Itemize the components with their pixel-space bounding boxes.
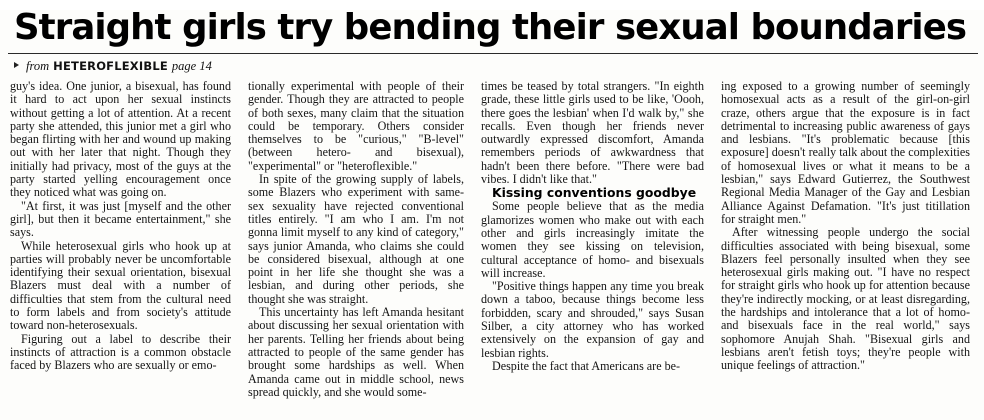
paragraph: guy's idea. One junior, a bisexual, has found it hard to act upon her sexual instincts without getting a lot of attention. At a recent party she attended, this junior met a girl who began flirting with her and wound up making out with her later that night. Though they initially had privacy, most of the guys at the party started yelling encouragement once they noticed what was going on.: [10, 80, 231, 200]
kicker-page: page 14: [171, 58, 212, 73]
section-subheading: Kissing conventions goodbye: [492, 185, 697, 201]
paragraph: Some people believe that as the media glamorizes women who make out with each other and girls increasingly imitate the women they see kissing on television, cultural acceptance of homo- and bisexuals will increase.: [481, 199, 704, 280]
article-column-3: [473, 80, 713, 420]
header-divider: [8, 53, 978, 54]
paragraph: ing exposed to a growing number of seemingly homosexual acts as a result of the girl-on-girl craze, others argue that the exposure is in fact detrimental to increasing public awareness of gays and lesbians. "It's problematic because [this exposure] doesn't really talk about the complexities of homosexual lives or what it means to be a lesbian," says Edward Gutierrez, the Southwest Regional Media Manager of the Gay and Lesbian Alliance Against Defamation. "It's just titillation for straight men.": [721, 80, 970, 226]
article-column-4: [713, 80, 974, 420]
paragraph: Figuring out a label to describe their instincts of attraction is a common obstacle faced by Blazers who are sexually or emo-: [10, 331, 231, 373]
article-column-1: [4, 80, 240, 420]
paragraph: Despite the fact that Americans are be-: [492, 358, 681, 373]
paragraph: times be teased by total strangers. "In eighth grade, these little girls used to be like, 'Oooh, there goes the lesbian' when I'd walk by," she recalls. Even though her friends never outwardly expressed discomfort, Amanda remembers periods of awkwardness that hadn't been there before. "There were bad vibes. I didn't like that.": [481, 80, 704, 187]
kicker-source: HETEROFLEXIBLE: [53, 58, 168, 73]
paragraph: tionally experimental with people of their gender. Though they are attracted to people of both sexes, many claim that the situation could be temporary. Others consider themselves to be "curious," "B-level" (between hetero- and bisexual), "experimental" or "heteroflexible.": [248, 80, 464, 173]
breadcrumb: [14, 59, 984, 74]
paragraph: "Positive things happen any time you break down a taboo, because things become less forbidden, scary and shrouded," says Susan Silber, a city attorney who has worked extensively on the expansion of gay and lesbian rights.: [481, 279, 704, 360]
article-column-2: [240, 80, 473, 420]
newspaper-article-page: [0, 7, 984, 420]
kicker-from-label: from: [26, 58, 50, 73]
article-body: [8, 80, 978, 420]
paragraph: "At first, it was just [myself and the other girl], but then it became entertainment," she says.: [10, 198, 231, 240]
paragraph: While heterosexual girls who hook up at parties will probably never be uncomfortable identifying their sexual orientation, bisexual Blazers must deal with a number of difficulties that stem from the cultural need to form labels and from society's attitude toward non-heterosexuals.: [10, 238, 231, 333]
paragraph: This uncertainty has left Amanda hesitant about discussing her sexual orientation with her parents. Telling her friends about being attracted to people of the same gender has brought some hardships as well. When Amanda came out in middle school, news spread quickly, and she would some-: [248, 305, 464, 399]
triangle-right-icon: [14, 62, 19, 68]
paragraph: After witnessing people undergo the social difficulties associated with being bisexual, some Blazers feel personally insulted when they see heterosexual girls making out. "I have no respect for straight girls who hook up for attention because they're indirectly mocking, or at least disregarding, the hardships and intolerance that a lot of homo- and bisexuals face in the real world," says sophomore Anujah Shah. "Bisexual girls and lesbians aren't fetish toys; they're people with unique feelings of attraction.": [721, 225, 970, 373]
page-title: Straight girls try bending their sexual boundaries: [14, 7, 967, 48]
paragraph: In spite of the growing supply of labels, some Blazers who experiment with same-sex sexuality have rejected conventional titles entirely. "I am who I am. I'm not gonna limit myself to any kind of category," says junior Amanda, who claims she could be considered bisexual, although at one point in her life she thought she was a lesbian, and during other periods, she thought she was straight.: [248, 172, 464, 306]
